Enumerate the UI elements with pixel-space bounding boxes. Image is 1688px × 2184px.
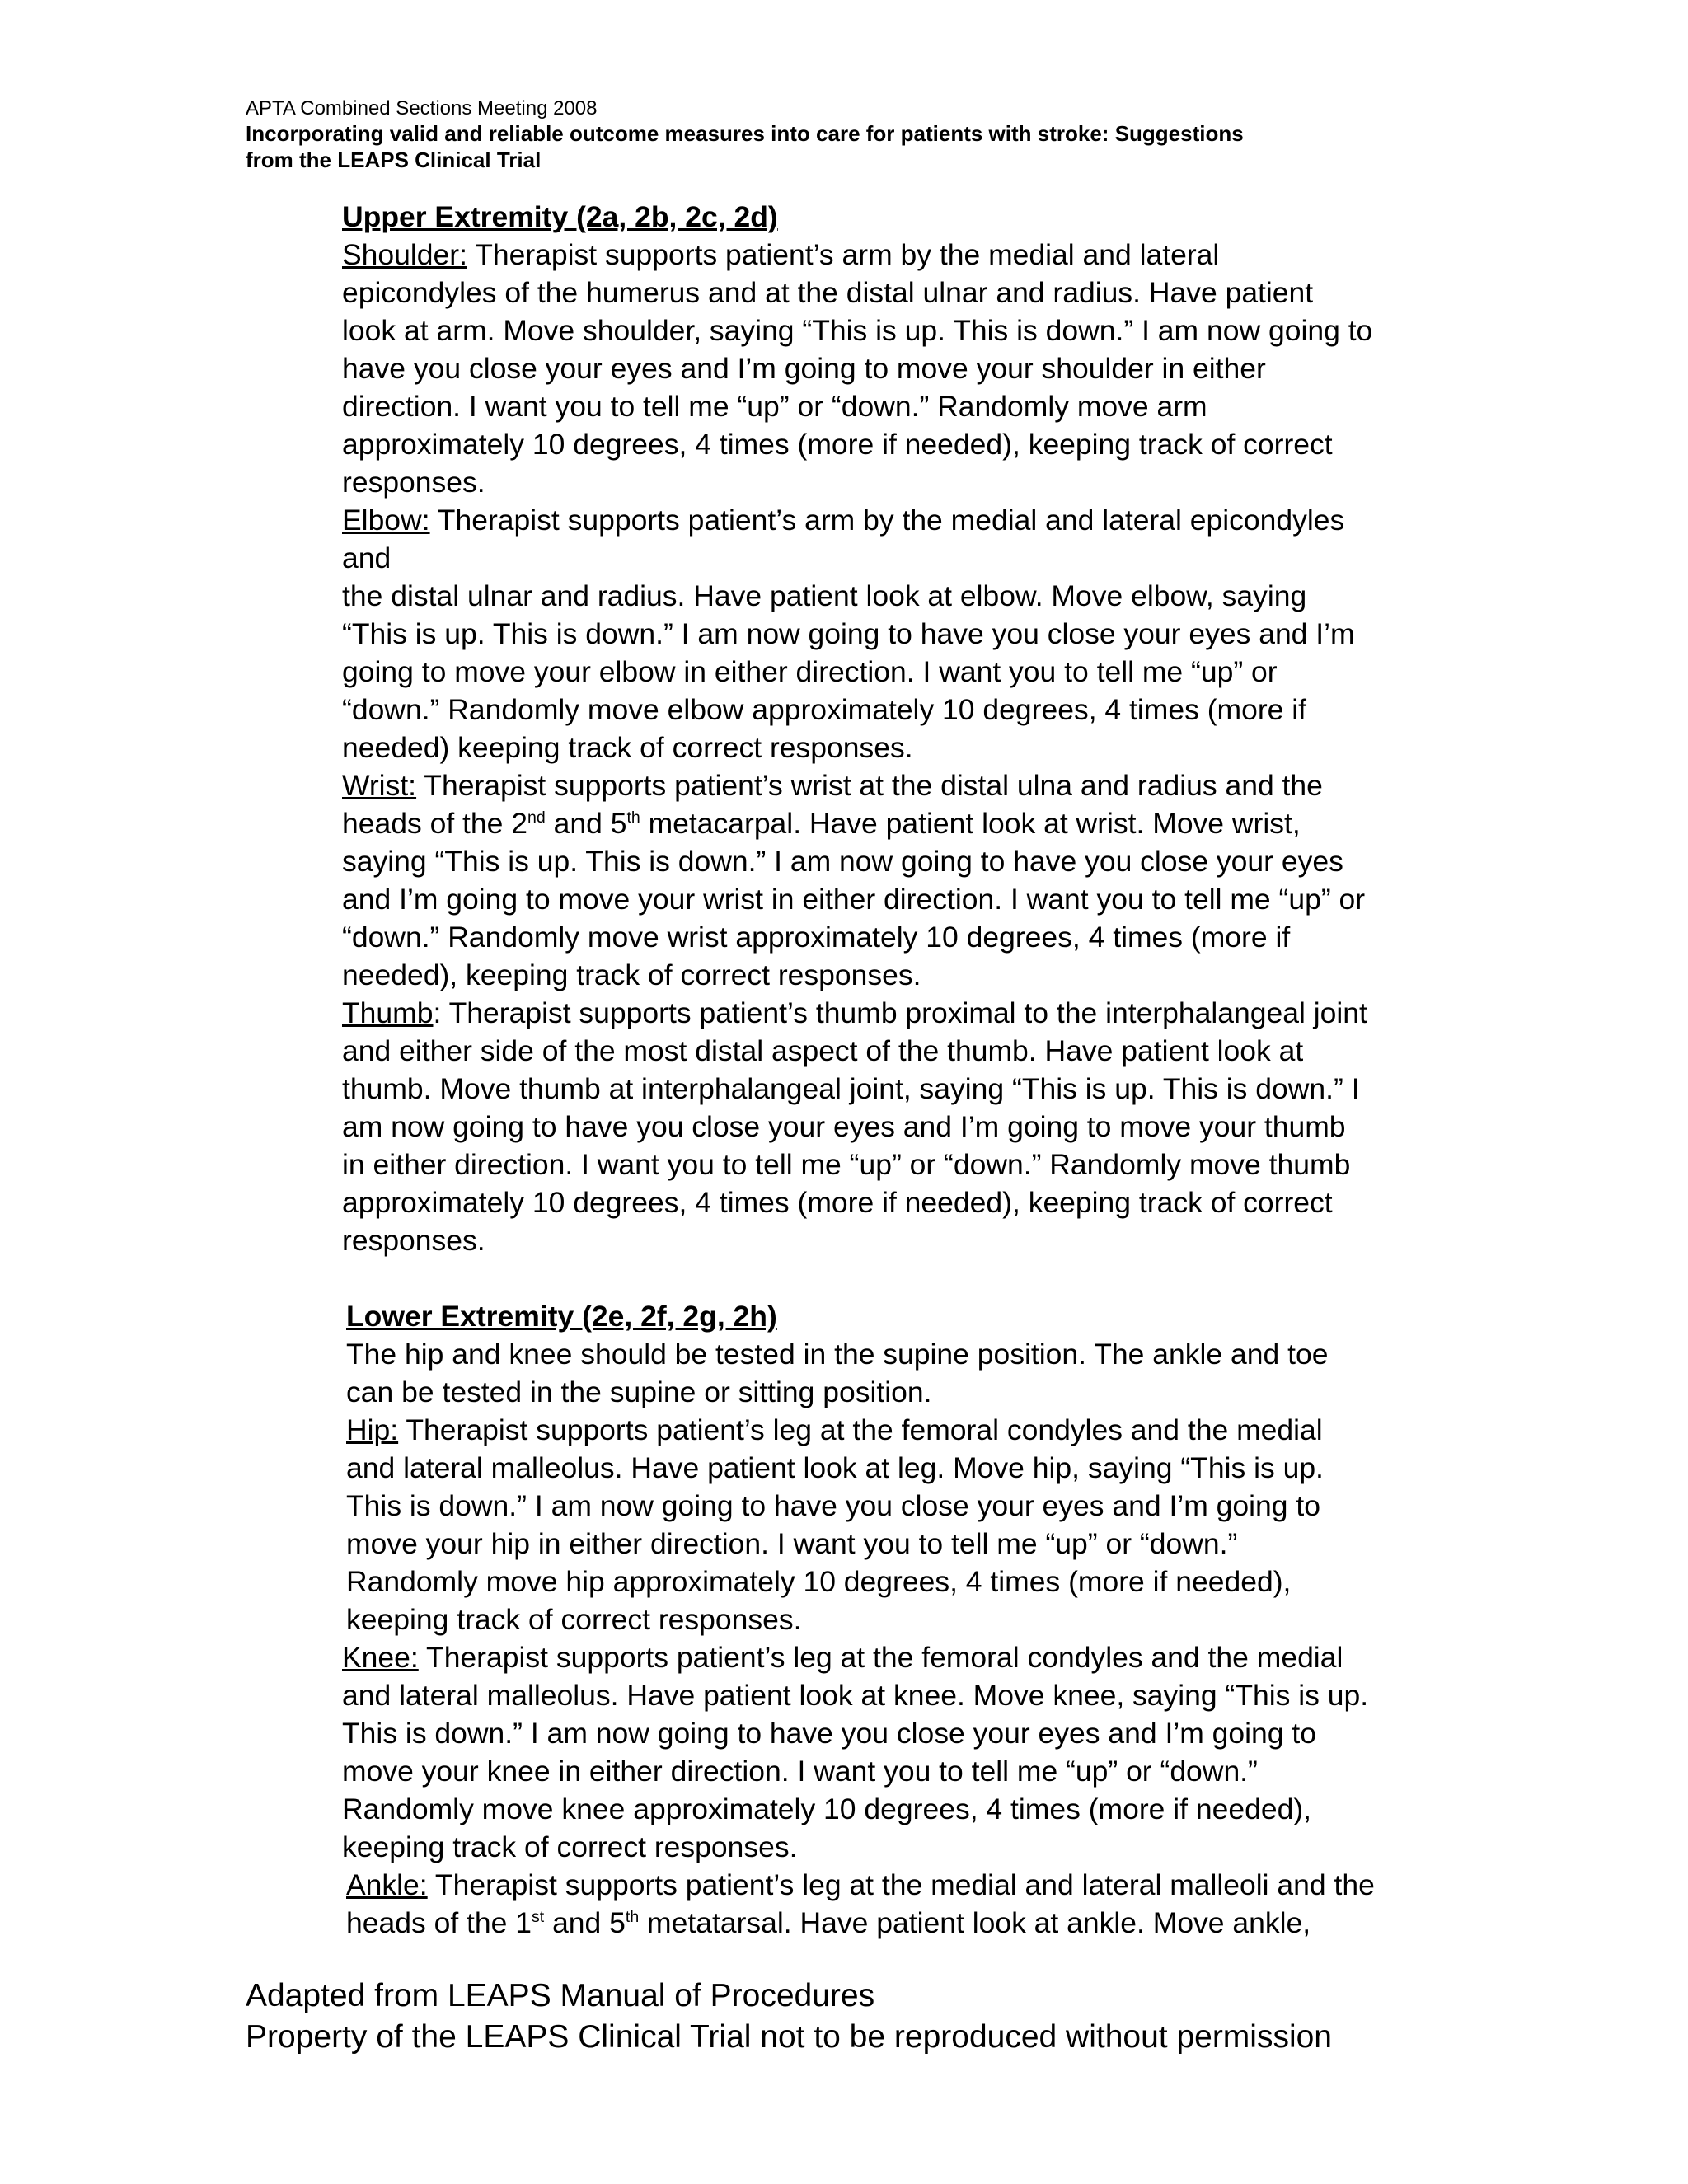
text-line: This is down.” I am now going to have you close your eyes and I’m going to (342, 1717, 1316, 1750)
superscript: st (532, 1908, 545, 1927)
text-line: approximately 10 degrees, 4 times (more if needed), keeping track of correct (342, 428, 1333, 461)
text-line: and lateral malleolus. Have patient look at knee. Move knee, saying “This is up. (342, 1679, 1369, 1712)
text-line: heads of the 1st and 5th metatarsal. Have patient look at ankle. Move ankle, (346, 1906, 1311, 1939)
text-line: keeping track of correct responses. (342, 1830, 798, 1863)
text-line: saying “This is up. This is down.” I am now going to have you close your eyes (342, 845, 1343, 878)
upper-extremity-section (342, 198, 1430, 1259)
document-title-line-2: from the LEAPS Clinical Trial (246, 148, 542, 172)
ankle-label: Ankle: (346, 1868, 428, 1901)
hip-paragraph (346, 1411, 1430, 1638)
knee-label: Knee: (342, 1641, 419, 1674)
text-line: The hip and knee should be tested in the supine position. The ankle and toe (346, 1338, 1329, 1371)
shoulder-label: Shoulder: (342, 238, 467, 271)
lower-extremity-heading: Lower Extremity (2e, 2f, 2g, 2h) (346, 1300, 777, 1333)
text-line: Therapist supports patient’s leg at the medial and lateral malleoli and the (427, 1868, 1375, 1901)
text-line: in either direction. I want you to tell me “up” or “down.” Randomly move thumb (342, 1148, 1351, 1181)
lower-extremity-section (342, 1297, 1430, 1942)
footer-property-note: Property of the LEAPS Clinical Trial not to be reproduced without permission (246, 2019, 1333, 2055)
superscript: nd (528, 808, 546, 827)
text-line: keeping track of correct responses. (346, 1603, 802, 1636)
page-footer (246, 1975, 1647, 2058)
text-line: “down.” Randomly move elbow approximately 10 degrees, 4 times (more if (342, 693, 1307, 726)
superscript: th (626, 808, 640, 827)
text-line: Therapist supports patient’s arm by the medial and lateral (467, 238, 1220, 271)
text-line: “This is up. This is down.” I am now going to have you close your eyes and I’m (342, 617, 1355, 650)
upper-extremity-heading: Upper Extremity (2a, 2b, 2c, 2d) (342, 200, 778, 233)
text-line: responses. (342, 1224, 485, 1257)
text-line: direction. I want you to tell me “up” or “down.” Randomly move arm (342, 390, 1207, 423)
text-line: This is down.” I am now going to have you close your eyes and I’m going to (346, 1489, 1320, 1522)
text-line: Therapist supports patient’s leg at the femoral condyles and the medial (398, 1413, 1323, 1446)
text-line: Therapist supports patient’s wrist at the distal ulna and radius and the (416, 769, 1323, 802)
text-line: move your knee in either direction. I want you to tell me “up” or “down.” (342, 1755, 1258, 1788)
superscript: th (625, 1908, 640, 1927)
text-line: and lateral malleolus. Have patient look at leg. Move hip, saying “This is up. (346, 1451, 1324, 1484)
wrist-paragraph (342, 766, 1430, 994)
thumb-paragraph (342, 994, 1430, 1259)
knee-paragraph (342, 1638, 1430, 1866)
text-line: and (342, 541, 392, 574)
text-line: move your hip in either direction. I want you to tell me “up” or “down.” (346, 1527, 1238, 1560)
text-line: epicondyles of the humerus and at the distal ulnar and radius. Have patient (342, 276, 1314, 309)
footer-adapted-note: Adapted from LEAPS Manual of Procedures (246, 1978, 875, 2013)
text-line: going to move your elbow in either direction. I want you to tell me “up” or (342, 655, 1278, 688)
thumb-label: Thumb (342, 996, 434, 1029)
page-header (246, 96, 1441, 173)
text-line: and I’m going to move your wrist in either direction. I want you to tell me “up” or (342, 883, 1366, 916)
text-line: look at arm. Move shoulder, saying “This is up. This is down.” I am now going to (342, 314, 1373, 347)
conference-name: APTA Combined Sections Meeting 2008 (246, 97, 598, 120)
text-line: needed) keeping track of correct responses. (342, 731, 913, 764)
text-line: responses. (342, 466, 485, 499)
elbow-paragraph (342, 501, 1430, 766)
text-line: have you close your eyes and I’m going to move your shoulder in either (342, 352, 1266, 385)
text-line: Therapist supports patient’s arm by the medial and lateral epicondyles (429, 504, 1345, 537)
text-line: and either side of the most distal aspect of the thumb. Have patient look at (342, 1034, 1304, 1067)
document-title-line-1: Incorporating valid and reliable outcome measures into care for patients with stroke: Suggestions (246, 121, 1244, 146)
hip-label: Hip: (346, 1413, 399, 1446)
text-line: am now going to have you close your eyes and I’m going to move your thumb (342, 1110, 1346, 1143)
shoulder-paragraph (342, 236, 1430, 501)
text-line: needed), keeping track of correct responses. (342, 958, 921, 991)
ankle-paragraph (346, 1866, 1430, 1942)
text-line: can be tested in the supine or sitting position. (346, 1376, 932, 1408)
elbow-label: Elbow: (342, 504, 430, 537)
text-line: approximately 10 degrees, 4 times (more if needed), keeping track of correct (342, 1186, 1333, 1219)
text-line: thumb. Move thumb at interphalangeal joint, saying “This is up. This is down.” I (342, 1072, 1360, 1105)
document-body (342, 198, 1430, 1942)
text-line: Randomly move knee approximately 10 degrees, 4 times (more if needed), (342, 1793, 1312, 1825)
text-line: heads of the 2nd and 5th metacarpal. Have patient look at wrist. Move wrist, (342, 807, 1301, 840)
text-line: Therapist supports patient’s leg at the femoral condyles and the medial (418, 1641, 1343, 1674)
text-line: : Therapist supports patient’s thumb proximal to the interphalangeal joint (433, 996, 1367, 1029)
wrist-label: Wrist: (342, 769, 417, 802)
text-line: “down.” Randomly move wrist approximately 10 degrees, 4 times (more if (342, 921, 1291, 954)
text-line: the distal ulnar and radius. Have patient look at elbow. Move elbow, saying (342, 579, 1307, 612)
text-line: Randomly move hip approximately 10 degrees, 4 times (more if needed), (346, 1565, 1292, 1598)
